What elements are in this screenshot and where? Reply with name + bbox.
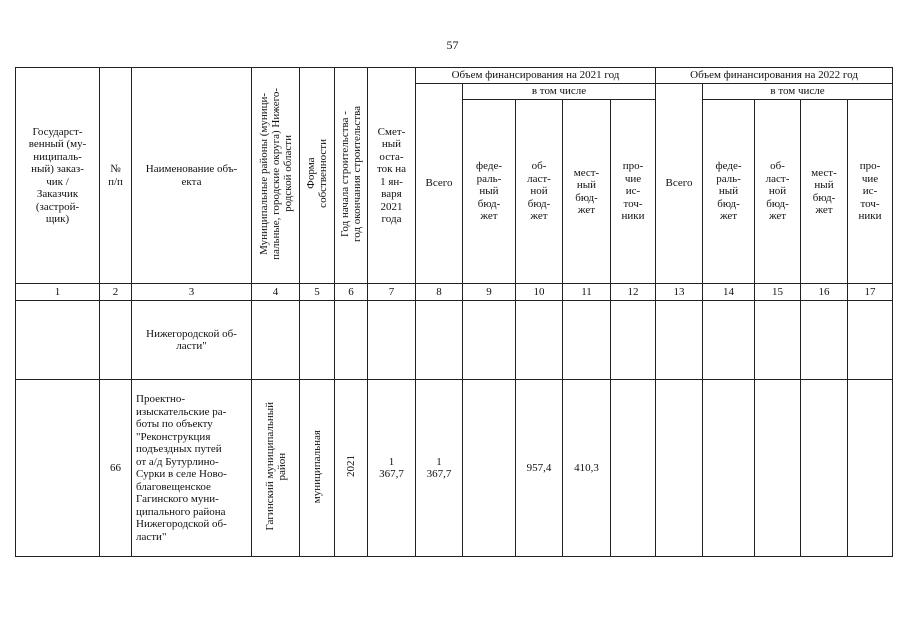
header-regional-2022: об- ласт- ной бюд- жет bbox=[755, 100, 801, 284]
column-number: 14 bbox=[703, 284, 755, 301]
cell-regional-2021 bbox=[516, 301, 563, 380]
cell-customer bbox=[16, 301, 100, 380]
column-number: 8 bbox=[416, 284, 463, 301]
cell-regional-2021: 957,4 bbox=[516, 380, 563, 557]
cell-district-text: Гагинский муниципальный район bbox=[263, 401, 288, 531]
header-ownership-text: Форма собственности bbox=[305, 139, 329, 209]
table-row-continuation bbox=[16, 301, 893, 380]
column-number: 2 bbox=[100, 284, 132, 301]
cell-district bbox=[252, 301, 300, 380]
column-number: 3 bbox=[132, 284, 252, 301]
cell-number: 66 bbox=[100, 380, 132, 557]
cell-district bbox=[252, 380, 300, 557]
cell-years-text: 2021 bbox=[345, 455, 357, 478]
header-incl-2022: в том числе bbox=[703, 84, 893, 100]
cell-number bbox=[100, 301, 132, 380]
header-district-text: Муниципальные районы (муници- пальные, городские округа) Нижего- родской области bbox=[257, 87, 294, 260]
cell-years bbox=[335, 301, 368, 380]
column-number: 15 bbox=[755, 284, 801, 301]
header-years-text: Год начала строительства - год окончания строительства bbox=[339, 105, 363, 242]
header-fin-2021: Объем финансирования на 2021 год bbox=[416, 68, 656, 84]
header-local-2021: мест- ный бюд- жет bbox=[563, 100, 611, 284]
cell-ownership bbox=[300, 301, 335, 380]
cell-years bbox=[335, 380, 368, 557]
header-total-2022: Всего bbox=[656, 84, 703, 284]
cell-federal-2021 bbox=[463, 301, 516, 380]
cell-ownership bbox=[300, 380, 335, 557]
cell-local-2021 bbox=[563, 301, 611, 380]
header-years bbox=[335, 68, 368, 284]
header-estimate: Смет- ный оста- ток на 1 ян- варя 2021 года bbox=[368, 68, 416, 284]
column-number-row bbox=[16, 284, 893, 301]
cell-other-2021 bbox=[611, 380, 656, 557]
header-number: № п/п bbox=[100, 68, 132, 284]
header-customer: Государст- венный (му- ниципаль- ный) заказ- чик / Заказчик (застрой- щик) bbox=[16, 68, 100, 284]
cell-total-2021 bbox=[416, 301, 463, 380]
header-regional-2021: об- ласт- ной бюд- жет bbox=[516, 100, 563, 284]
header-incl-2021: в том числе bbox=[463, 84, 656, 100]
cell-estimate bbox=[368, 301, 416, 380]
cell-local-2022 bbox=[801, 301, 848, 380]
cell-federal-2021 bbox=[463, 380, 516, 557]
cell-other-2021 bbox=[611, 301, 656, 380]
cell-customer bbox=[16, 380, 100, 557]
header-ownership bbox=[300, 68, 335, 284]
column-number: 1 bbox=[16, 284, 100, 301]
cell-total-2022 bbox=[656, 380, 703, 557]
column-number: 13 bbox=[656, 284, 703, 301]
financing-table bbox=[15, 67, 893, 557]
header-other-2021: про- чие ис- точ- ники bbox=[611, 100, 656, 284]
column-number: 5 bbox=[300, 284, 335, 301]
cell-federal-2022 bbox=[703, 380, 755, 557]
column-number: 6 bbox=[335, 284, 368, 301]
header-object-name: Наименование объ- екта bbox=[132, 68, 252, 284]
cell-regional-2022 bbox=[755, 380, 801, 557]
header-federal-2021: феде- раль- ный бюд- жет bbox=[463, 100, 516, 284]
column-number: 4 bbox=[252, 284, 300, 301]
header-local-2022: мест- ный бюд- жет bbox=[801, 100, 848, 284]
cell-object-name: Проектно- изыскательские ра- боты по объекту "Реконструкция подъездных путей от а/д Бутурлино- Сурки в селе Ново- благовещенское Гагинского муни- ципального района Нижегородской об- ласти" bbox=[132, 380, 252, 557]
column-number: 7 bbox=[368, 284, 416, 301]
header-district bbox=[252, 68, 300, 284]
cell-estimate: 1 367,7 bbox=[368, 380, 416, 557]
column-number: 11 bbox=[563, 284, 611, 301]
cell-other-2022 bbox=[848, 301, 893, 380]
cell-total-2021: 1 367,7 bbox=[416, 380, 463, 557]
header-other-2022: про- чие ис- точ- ники bbox=[848, 100, 893, 284]
cell-total-2022 bbox=[656, 301, 703, 380]
cell-federal-2022 bbox=[703, 301, 755, 380]
column-number: 9 bbox=[463, 284, 516, 301]
cell-regional-2022 bbox=[755, 301, 801, 380]
cell-local-2022 bbox=[801, 380, 848, 557]
header-fin-2022: Объем финансирования на 2022 год bbox=[656, 68, 893, 84]
cell-object-name: Нижегородской об- ласти" bbox=[132, 301, 252, 380]
column-number: 10 bbox=[516, 284, 563, 301]
cell-ownership-text: муниципальная bbox=[311, 429, 323, 503]
column-number: 17 bbox=[848, 284, 893, 301]
header-total-2021: Всего bbox=[416, 84, 463, 284]
column-number: 12 bbox=[611, 284, 656, 301]
cell-local-2021: 410,3 bbox=[563, 380, 611, 557]
header-federal-2022: феде- раль- ный бюд- жет bbox=[703, 100, 755, 284]
table-row-66 bbox=[16, 380, 893, 557]
page-number: 57 bbox=[446, 38, 459, 52]
column-number: 16 bbox=[801, 284, 848, 301]
cell-other-2022 bbox=[848, 380, 893, 557]
